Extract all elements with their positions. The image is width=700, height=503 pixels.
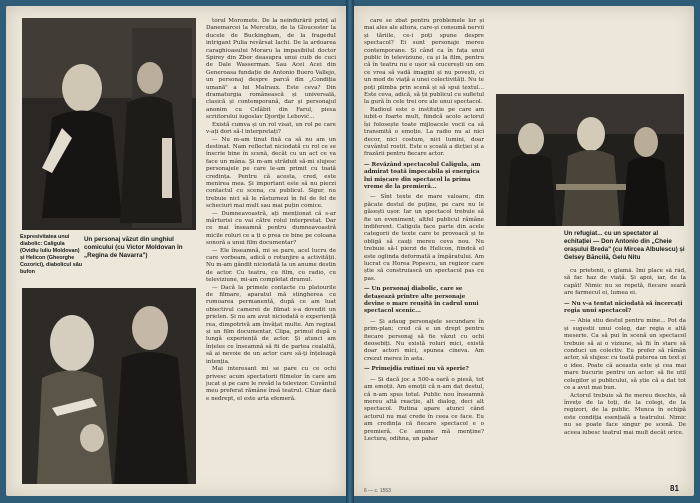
- article-paragraph: — Dacă la primele contacte cu platourile de filmare, aparatul mă stingherea cu rumoarea permanentă, după ce am luat obiectivul camerei de filmat s-a dovedit un prieten. Și nu am avut niciodată o experiență rea, dimpotrivă am învățat multe. Am regizat și un film documentar, Clipa, primul după o lungă experiență de actor. Și atunci am înțeles ce înseamnă să fii de partea cealaltă, să ai nevoie de un actor care să-ți înțeleagă intenția.: [206, 284, 336, 365]
- article-paragraph: Mai interesant mi se pare cu ce ochi privesc acum spectatorii filmelor în care am jucat și pe care le revăd la televizor. Cuvântul meu preferat rămâne însă teatrul. Chiar dacă e nedrept, el este arta efemeră.: [206, 366, 336, 402]
- article-column-left-page: [206, 18, 336, 486]
- stage-photo-navarra: [22, 18, 196, 230]
- article-paragraph: — Primejdia rutinei nu vă sperie?: [364, 366, 469, 373]
- article-paragraph: — Și adaug personajele secundare în prim-plan; cred că e un drept pentru fiecare personaj să fie văzut cu ochi deosebiți. Nu există roluri mici, există doar actori mici, spunea cineva. Am crezut mereu în asta.: [364, 318, 484, 362]
- stage-photo-caligula: [22, 288, 196, 484]
- book-spine: [346, 0, 354, 503]
- article-paragraph: — Revăzând spectacolul Caligula, am admirat toată împecabila și energica lui mișcare din spectacol la prima vreme de la premieră...: [364, 161, 481, 190]
- right-page: [354, 6, 694, 496]
- article-paragraph: — Dumneavoastră, ați menționat că s-ar mărturisi cu vai către rolul interpretat. Dar ce mai înseamnă pentru dumneavoastră micile roluri ce a ți o prea ce bine pe coloana sonoră a unui film documentar?: [206, 210, 336, 247]
- article-paragraph: Radioul este o instituție pe care am iubit-o foarte mult, fiindcă acolo actorul își folosește toate mijloacele vocii ca să transmită o emoție. La radio nu ai nici decor, nici costum, nici lumini, doar cuvântul rostit. Este o școală a dicției și a frazării pentru fiecare actor.: [364, 106, 484, 158]
- article-paragraph: care se zbat pentru problemele lor și mai ales ale altora, care-și consumă nervii și tăriile, ce-i poți spune despre spectacol? Ei sunt personaje mereu contemporane. Și când ca în fața unui public în televiziune, ca și la film, pentru că în teatru nu e ușor să cucerești un om ce vrea să vadă imagini și nu povești, ci un mod de viață a unei colectivități. Nu te poți plimba prin scenă și să spui textul... Este ceva, adică, să ții publicul cu sufletul la gură în cele trei ore ale unui spectacol.: [364, 18, 484, 106]
- article-paragraph: Actorul trebuie să fie mereu deschis, să învețe de la toți, de la colegi, de la regizori, de la public. Munca în echipă este condiția esențială a teatrului. Nimic nu se poate face singur pe scenă. De aceea iubesc teatrul mai mult decât orice.: [564, 392, 686, 436]
- article-paragraph: cu prietenii, o glumă. Îmi place să râd, să fac haz de viață. Și apoi, iar, de la capăt! Nimic nu se repetă, fiecare seară are farmecul ei, lumea ei.: [564, 268, 686, 297]
- article-column-right-page: [564, 268, 686, 486]
- article-paragraph: — Și dacă joc a 500-a oară o piesă, tot am emoții. Am emoții că n-am dat destul, că n-am spus totul. Public nou înseamnă mereu altă reacție, alt dialog, deci alt spectacol. Rutina apare atunci când actorul nu mai crede în ceea ce face. Eu am credința că fiecare spectacol e o premieră. Ce anume mă menține? Lectura, odihna, un pahar: [364, 376, 484, 442]
- article-paragraph: — Ele înseamnă, mi se pare, acel lucru de care vorbeam, adică o rotunjire a activității. Nu m-am gândit niciodată la un anume destin de actor. Cu teatru, cu film, cu radio, cu televiziune, mi-am completat drumul.: [206, 247, 336, 284]
- article-column-center: [364, 18, 484, 486]
- article-paragraph: torul Moromete. De la neîndurării prinț al Danemarcei la Mercutio, de la Gloucester la ducele de Buckingham, de la frageduI intrigant Pulia revărsat Iachi. De la ardoarea caraghioasului Moraru la impasibilul doctor Spirey din Zbor deasupra unui cuib de cuci de Dale Wasserman. Sau Acei Acei din Generoasa fundație de Antonio Buero Vallejo, un personaj despre parcă din „Condiția umană" a lui Malraux. Este ceva? Din dramaturgia românească și universală, clasică și contemporană, dar și personajul anonim cu Celâbit din Farul, piesa scriitorului iugoslav Djordje Lebović...: [206, 18, 336, 121]
- print-signature: 6 — c. 1553: [364, 488, 391, 494]
- photo-caption-right: Un refugiat... cu un spectator al echitației — Don Antonio din „Cheie orașului Breda" (cu Mircea Albulescu) și Gelsey Băncilă, Gelu Nitu: [564, 230, 685, 261]
- photo-caption-bottom: Expresivitatea unui diabolic: Caligula (Ovidiu Iuliu Moldovan) și Helicon (Gheorghe Cozorici), diabolicul său bufon: [20, 234, 83, 275]
- article-paragraph: — Sînt texte de mare valoare, din păcate destul de puține, pe care nu le găsești ușor. Iar un spectacol trebuie să fie un eveniment, altfel publicul rămâne indiferent. Caligula face parte din acele categorii de texte care te provoacă și te obligă să cauți mereu ceva nou. Nu trebuie să-l pierzi de Helicon, fiindcă el este oglinda deformată a împăratului. Am lucrat cu Horea Popescu, un regizor care știe să construiască un spectacol pas cu pas.: [364, 194, 484, 282]
- article-paragraph: — Abia stiu destul pentru mine... Pot da și sugestii unui coleg, dar regia e altă meserie. Ca să pui în scenă un spectacol trebuie să ai o viziune, să fii în stare să conduci un colectiv. Eu prefer să rămân actor, să slujesc cu toată puterea un text și o idee. Poate că aceasta este și cea mai mare bucurie pentru un actor: să fie util colegilor și publicului, să știe că a dat tot ce a avut mai bun.: [564, 318, 686, 392]
- photo-caption-top: Un personaj văzut din unghiul comicului (cu Victor Moldovan în „Regina de Navarra"): [84, 236, 183, 259]
- page-number: 81: [670, 484, 679, 493]
- stage-photo-breda: [496, 94, 684, 226]
- article-paragraph: — Un personaj diabolic, care se detașează printre alte personaje devine o mare reușită în cadrul unui spectacol scenic...: [364, 286, 479, 315]
- left-page: [6, 6, 346, 496]
- article-paragraph: Există cumva și un rol visat, un rol pe care v-ați dori să-l interpretați?: [206, 121, 336, 136]
- article-paragraph: — Nu v-a tentat niciodată să încercați regia unui spectacol?: [564, 300, 683, 315]
- article-paragraph: — Nu m-am tinut fixă ca să nu am un destinat. Nam reflectat niciodată cu rol ce se înscrie bine în scenă, decât cu un act ce va face un mâna. Și m-am străduit să-mi slujesc personajele pe care le-am primit cu toată credința. Pentru că acesta, cred, este menirea mea. Și important este să nu pierzi contactul cu scena, cu publicul. Sigur, nu trebuie nici să le răsturnezi în fel de fel de scheciuri mai mult sau mai puțin comice.: [206, 136, 336, 210]
